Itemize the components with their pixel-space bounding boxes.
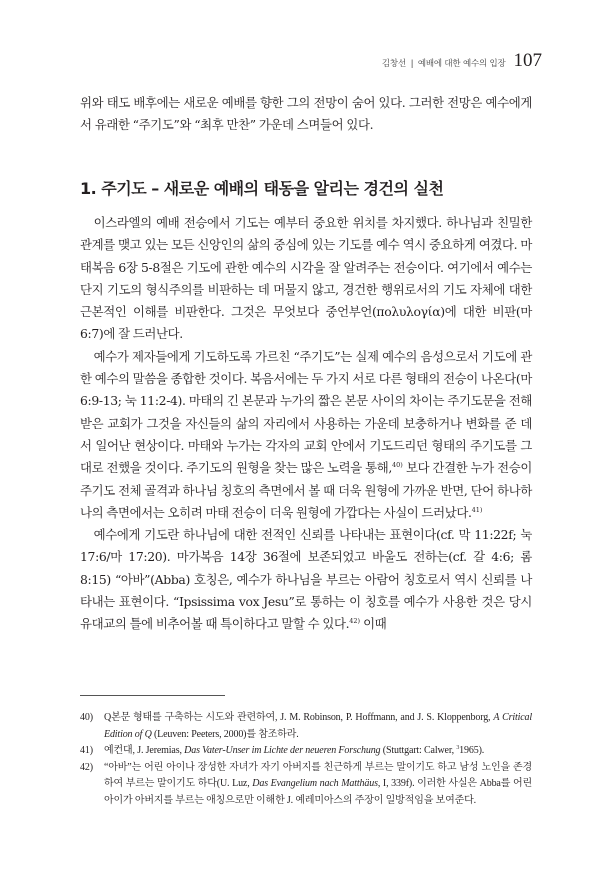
footnote-book-title: A Critical Edition of Q bbox=[104, 712, 532, 740]
footnote-ref-42[interactable]: 42) bbox=[349, 617, 361, 626]
footnote-ref-40[interactable]: 40) bbox=[392, 461, 403, 470]
running-head bbox=[382, 50, 542, 72]
footnote-41 bbox=[80, 743, 532, 760]
footnote-text-a: “아바”는 어린 아이나 장성한 자녀가 자기 아버지를 친근하게 부르는 말이기도 하고 남성 노인을 존경하여 부르는 말이기도 하다(U. Luz, bbox=[104, 761, 532, 789]
paragraph-2-text-b: 보다 간결한 누가 전승이 주기도 전체 골격과 하나님 칭호의 측면에서 볼 때 더욱 원형에 가까운 반면, 단어 하나하나의 측면에서는 오히려 마태 전승이 더욱 원형에 가깝다는 사실이 드러났다. bbox=[80, 460, 532, 520]
paragraph-1: 이스라엘의 예배 전승에서 기도는 예부터 중요한 위치를 차지했다. 하나님과 친밀한 관계를 맺고 있는 모든 신앙인의 삶의 중심에 있는 기도를 예수 역시 중요하게 여겼다. 마태복음 6장 5-8절은 기도에 관한 예수의 시각을 잘 알려주는 전승이다. 여기에서 예수는 단지 기도의 형식주의를 비판하는 데 머물지 않고, 경건한 행위로서의 기도 자체에 대한 근본적인 이해를 비판한다. 그것은 무엇보다 중언부언(πολυλογία)에 대한 비판(마 6:7)에 잘 드러난다. bbox=[80, 215, 532, 342]
footnote-book-title: Das Vater-Unser im Lichte der neueren Forschung bbox=[184, 745, 381, 756]
footnote-text bbox=[104, 710, 532, 743]
running-head-title: 김창선 ❘ 예배에 대한 예수의 입장 bbox=[381, 59, 506, 69]
footnote-book-title: Das Evangelium nach Matthäus bbox=[252, 778, 378, 789]
edition-superscript: 3 bbox=[456, 745, 460, 751]
section-heading: 1. 주기도 – 새로운 예배의 태동을 알리는 경건의 실천 bbox=[80, 179, 444, 198]
footnote-number: 40) bbox=[80, 712, 93, 723]
footnote-divider bbox=[80, 695, 225, 696]
paragraph-2 bbox=[80, 346, 532, 524]
footnote-number: 41) bbox=[80, 745, 93, 756]
footnotes bbox=[80, 710, 532, 809]
paragraph-2-text-a: 예수가 제자들에게 기도하도록 가르친 “주기도”는 실제 예수의 음성으로서 기도에 관한 예수의 말씀을 종합한 것이다. 복음서에는 두 가지 서로 다른 형태의 전승이 나온다(마 6:9-13; 눅 11:2-4). 마태의 긴 본문과 누가의 짧은 본문 사이의 차이는 주기도문을 전해 받은 교회가 그것을 자신들의 삶의 자리에서 사용하는 가운데 보충하거나 변화를 준 데서 일어난 현상이다. 마태와 누가는 각자의 교회 안에서 기도드리던 형태의 주기도를 그대로 전했을 것이다. 주기도의 원형을 찾는 많은 노력을 통해, bbox=[80, 348, 532, 476]
page-number: 107 bbox=[513, 50, 542, 71]
footnote-42 bbox=[80, 760, 532, 810]
footnote-text-a: Q본문 형태를 구축하는 시도와 관련하여, J. M. Robinson, P. Hoffmann, and J. S. Kloppenborg, bbox=[104, 712, 494, 723]
main-text bbox=[80, 212, 532, 636]
paragraph-3-text-a: 예수에게 기도란 하나님에 대한 전적인 신뢰를 나타내는 표현이다(cf. 막 11:22f; 눅 17:6/마 17:20). 마가복음 14장 36절에 보존되었고 바울도 전하는(cf. 갈 4:6; 롬 8:15) “아바”(Abba) 호칭은, 예수가 하나님을 부르는 아람어 칭호로서 역시 신뢰를 나타내는 표현이다. “Ipsissima vox Jesu”로 통하는 이 칭호를 예수가 사용한 것은 당시 유대교의 틀에 비추어볼 때 특이하다고 말할 수 있다. bbox=[80, 527, 532, 632]
footnote-text-c: 1965). bbox=[459, 745, 485, 756]
footnote-text bbox=[104, 743, 532, 760]
footnote-text bbox=[104, 760, 532, 810]
paragraph-3 bbox=[80, 524, 532, 635]
footnote-ref-41[interactable]: 41) bbox=[471, 505, 483, 514]
intro-paragraph: 위와 태도 배후에는 새로운 예배를 향한 그의 전망이 숨어 있다. 그러한 전망은 예수에게서 유래한 “주기도”와 “최후 만찬” 가운데 스며들어 있다. bbox=[80, 95, 532, 133]
footnote-number: 42) bbox=[80, 761, 93, 773]
footnote-text-b: (Stuttgart: Calwer, bbox=[380, 745, 457, 756]
intro-block bbox=[80, 92, 532, 137]
footnote-text-b: , I, 339f). 이러한 사실은 Abba를 어린아이가 아버지를 부르는 애칭으로만 이해한 J. 예레미아스의 주장이 일방적임을 보여준다. bbox=[104, 778, 532, 806]
footnote-40 bbox=[80, 710, 532, 743]
paragraph-3-text-b: 이때 bbox=[360, 616, 387, 632]
footnote-text-a: 예컨대, J. Jeremias, bbox=[104, 745, 185, 756]
footnote-text-b: (Leuven: Peeters, 2000)를 참조하라. bbox=[151, 728, 299, 740]
